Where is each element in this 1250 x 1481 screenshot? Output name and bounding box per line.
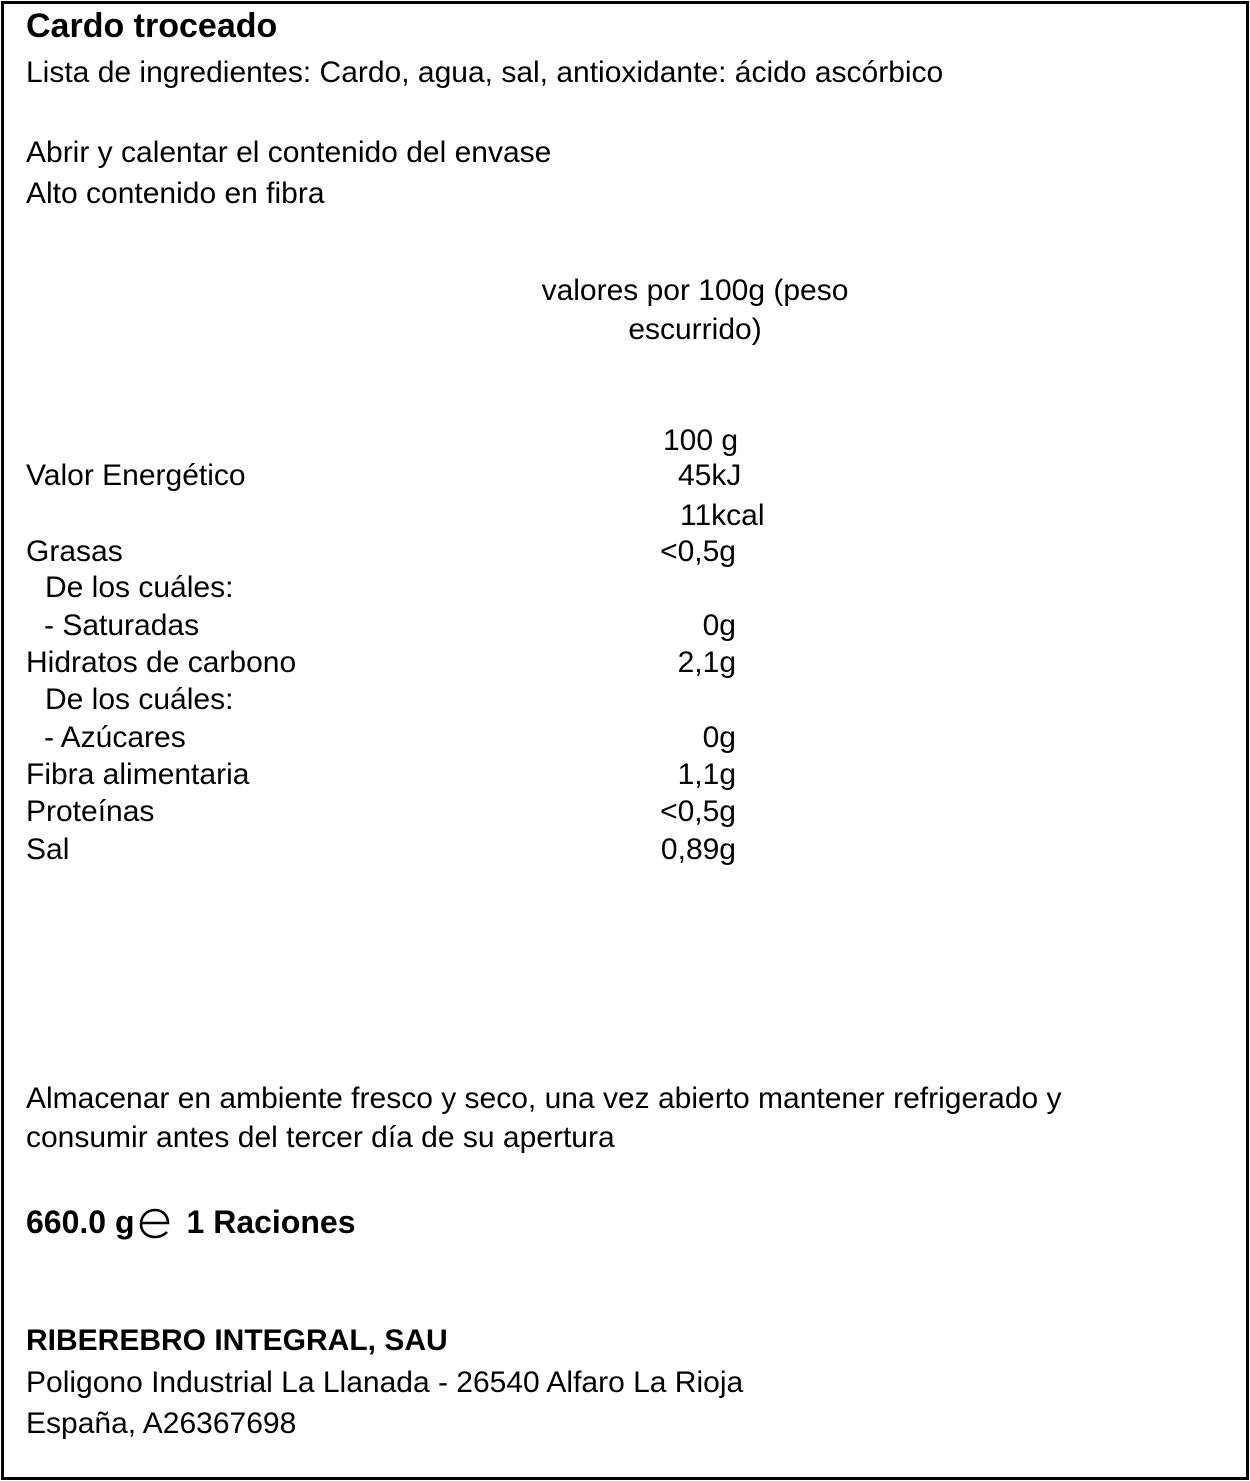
row-label-of-which-2: De los cuáles: [45, 683, 234, 716]
instructions-text: Abrir y calentar el contenido del envase [26, 136, 552, 169]
row-value-fiber: 1,1g [677, 758, 736, 791]
row-value-protein: <0,5g [660, 795, 736, 828]
row-value-saturated: 0g [702, 609, 736, 642]
company-name: RIBEREBRO INTEGRAL, SAU [26, 1324, 448, 1357]
storage-line2: consumir antes del tercer día de su apertura [26, 1121, 615, 1154]
ingredients-text: Lista de ingredientes: Cardo, agua, sal, antioxidante: ácido ascórbico [26, 56, 944, 89]
fiber-claim: Alto contenido en fibra [26, 177, 325, 210]
row-value-salt: 0,89g [660, 833, 736, 866]
e-mark-icon [137, 1207, 173, 1247]
row-label-saturated: - Saturadas [44, 609, 200, 642]
row-label-salt: Sal [26, 833, 70, 866]
row-label-energy: Valor Energético [26, 459, 246, 492]
package-line [26, 1203, 355, 1247]
row-label-sugars: - Azúcares [44, 721, 186, 754]
portion-size: 100 g [663, 424, 739, 457]
row-value-carbohydrates: 2,1g [677, 646, 736, 679]
row-value-sugars: 0g [702, 721, 736, 754]
row-value-energy-kcal: 11kcal [680, 499, 765, 532]
company-address: Poligono Industrial La Llanada - 26540 Alfaro La Rioja [26, 1366, 744, 1399]
servings-count: 1 Raciones [186, 1204, 356, 1240]
row-label-of-which: De los cuáles: [45, 571, 234, 604]
product-title: Cardo troceado [26, 7, 278, 45]
row-label-fat: Grasas [26, 535, 123, 568]
net-weight: 660.0 g [26, 1204, 135, 1240]
company-country-id: España, A26367698 [26, 1407, 297, 1440]
row-label-carbohydrates: Hidratos de carbono [26, 646, 297, 679]
row-label-protein: Proteínas [26, 795, 155, 828]
row-value-fat: <0,5g [660, 535, 736, 568]
row-label-fiber: Fibra alimentaria [26, 758, 250, 791]
nutrition-header-line1: valores por 100g (peso [541, 274, 849, 307]
nutrition-header-line2: escurrido) [628, 313, 762, 346]
storage-line1: Almacenar en ambiente fresco y seco, una vez abierto mantener refrigerado y [26, 1082, 1062, 1115]
row-value-energy-kj: 45kJ [678, 459, 742, 492]
